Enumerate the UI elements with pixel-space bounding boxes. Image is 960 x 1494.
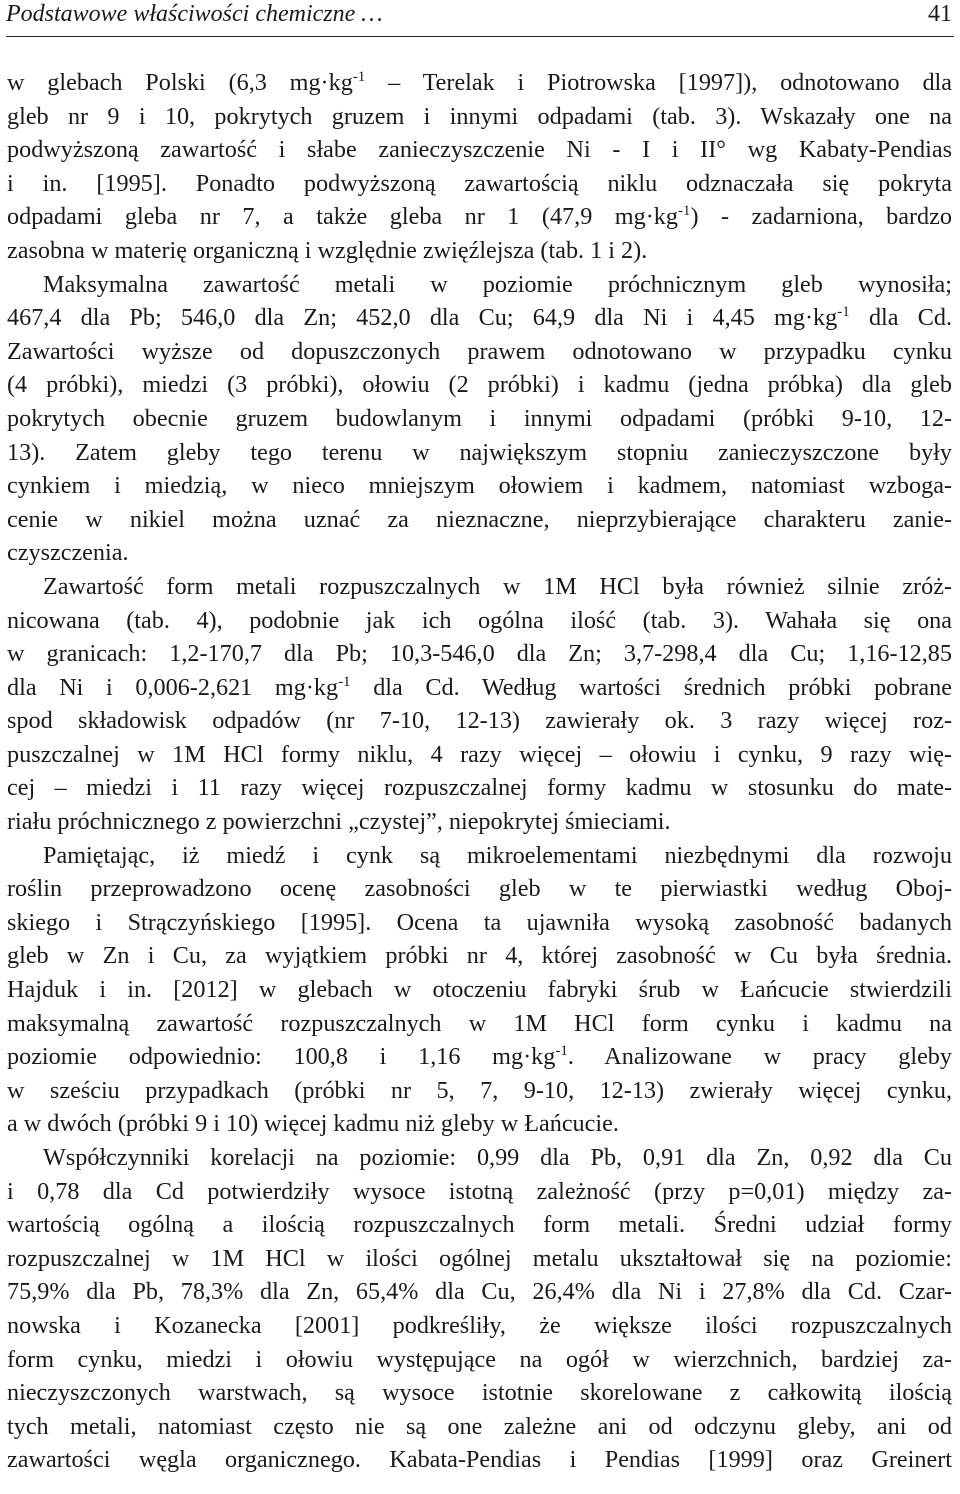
text-line [7, 1343, 952, 1377]
text-line [7, 1074, 952, 1108]
text-run: cej – miedzi i 11 razy więcej rozpuszczalnej formy kadmu w stosunku do mate- [7, 774, 952, 802]
text-line [7, 1107, 952, 1141]
text-run: w glebach Polski (6,3 mg·kg [7, 69, 353, 96]
text-line [7, 771, 952, 805]
text-line [7, 604, 952, 638]
text-line [7, 671, 952, 705]
text-line [7, 1242, 952, 1276]
text-line [7, 402, 952, 436]
text-run: tych metali, natomiast często nie są one zależne ani od odczynu gleby, ani od [7, 1412, 952, 1440]
text-run: gleb w Zn i Cu, za wyjątkiem próbki nr 4, której zasobność w Cu była średnia. [7, 942, 952, 970]
text-run: w sześciu przypadkach (próbki nr 5, 7, 9-10, 12-13) zwierały więcej cynku, [7, 1076, 952, 1104]
text-run: Maksymalna zawartość metali w poziomie próchnicznym gleb wynosiła; [43, 270, 952, 298]
text-line [7, 301, 952, 335]
text-line [7, 704, 952, 738]
text-run: i in. [1995]. Ponadto podwyższoną zawartością niklu odznaczała się pokryta [7, 169, 952, 197]
text-run: a w dwóch (próbki 9 i 10) więcej kadmu niż gleby w Łańcucie. [7, 1110, 619, 1138]
running-title: Podstawowe właściwości chemiczne … [6, 1, 383, 27]
text-run: Współczynniki korelacji na poziomie: 0,99 dla Pb, 0,91 dla Zn, 0,92 dla Cu [43, 1144, 952, 1171]
text-run: w granicach: 1,2-170,7 dla Pb; 10,3-546,0 dla Zn; 3,7-298,4 dla Cu; 1,16-12,85 [7, 640, 952, 668]
text-line [7, 1007, 952, 1041]
text-run: Zawartość form metali rozpuszczalnych w 1M HCl była również silnie zróż- [43, 572, 952, 600]
text-run: maksymalną zawartość rozpuszczalnych w 1M HCl form cynku i kadmu na [7, 1009, 952, 1037]
text-line [7, 268, 952, 302]
text-run: czyszczenia. [7, 539, 129, 567]
superscript: -1 [352, 69, 366, 85]
text-line [7, 436, 952, 470]
text-line [7, 1410, 952, 1444]
text-run: dla Ni i 0,006-2,621 mg·kg [7, 673, 339, 701]
text-line [7, 1175, 952, 1209]
text-run: spod składowisk odpadów (nr 7-10, 12-13) zawierały ok. 3 razy więcej roz- [7, 707, 952, 735]
text-run: pokrytych obecnie gruzem budowlanym i innymi odpadami (próbki 9-10, 12- [7, 404, 952, 432]
text-line [7, 939, 952, 973]
text-run: Zawartości wyższe od dopuszczonych prawem odnotowano w przypadku cynku [7, 337, 952, 365]
text-run: odpadami gleba nr 7, a także gleba nr 1 (47,9 mg·kg [7, 203, 678, 231]
text-run: podwyższoną zawartość i słabe zanieczyszczenie Ni - I i II° wg Kabaty-Pendias [7, 136, 952, 164]
text-line [7, 536, 952, 570]
text-line [7, 805, 952, 839]
running-header [6, 0, 954, 37]
text-line [7, 1141, 952, 1175]
superscript: -1 [677, 203, 691, 220]
text-run: Hajduk i in. [2012] w glebach w otoczeniu fabryki śrub w Łańcucie stwierdzili [7, 976, 952, 1004]
text-run: poziomie odpowiednio: 100,8 i 1,16 mg·kg [7, 1043, 556, 1071]
text-run: Pamiętając, iż miedź i cynk są mikroelementami niezbędnymi dla rozwoju [43, 841, 952, 869]
text-line [7, 1208, 952, 1242]
text-run: dla Cd. Według wartości średnich próbki pobrane [350, 673, 952, 701]
text-run: nowska i Kozanecka [2001] podkreśliły, że większe ilości rozpuszczalnych [7, 1311, 952, 1339]
text-line [7, 200, 952, 234]
text-run: nicowana (tab. 4), podobnie jak ich ogólna ilość (tab. 3). Wahała się ona [7, 606, 952, 634]
text-run: zawartości węgla organicznego. Kabata-Pendias i Pendias [1999] oraz Greinert [7, 1446, 952, 1474]
text-line [7, 234, 952, 268]
text-line [7, 133, 952, 167]
text-line [7, 906, 952, 940]
text-line [7, 973, 952, 1007]
text-run: skiego i Strączyńskiego [1995]. Ocena ta ujawniła wysoką zasobność badanych [7, 908, 952, 936]
text-line [7, 738, 952, 772]
text-line [7, 1443, 952, 1477]
text-line [7, 167, 952, 201]
text-line [7, 637, 952, 671]
text-line [7, 1040, 952, 1074]
text-run: zasobna w materię organiczną i względnie zwięźlejsza (tab. 1 i 2). [7, 236, 648, 264]
text-run: (4 próbki), miedzi (3 próbki), ołowiu (2 próbki) i kadmu (jedna próbka) dla gleb [7, 371, 952, 399]
text-run: gleb nr 9 i 10, pokrytych gruzem i innymi odpadami (tab. 3). Wskazały one na [7, 102, 952, 130]
text-run: 13). Zatem gleby tego terenu w największym stopniu zanieczyszczone były [7, 438, 952, 466]
text-line [7, 469, 952, 503]
text-run: i 0,78 dla Cd potwierdziły wysoce istotną zależność (przy p=0,01) między za- [7, 1177, 952, 1205]
text-line [7, 100, 952, 134]
superscript: -1 [338, 673, 351, 690]
text-run: ) - zadarniona, bardzo [690, 203, 952, 231]
page-number: 41 [928, 1, 952, 27]
text-line [7, 503, 952, 537]
text-line [7, 839, 952, 873]
text-run: dla Cd. [849, 304, 953, 332]
text-run: roślin przeprowadzono ocenę zasobności gleb w te pierwiastki według Oboj- [7, 875, 952, 903]
text-run: puszczalnej w 1M HCl formy niklu, 4 razy więcej – ołowiu i cynku, 9 razy wię- [7, 740, 952, 768]
text-run: nieczyszczonych warstwach, są wysoce istotnie skorelowane z całkowitą ilością [7, 1379, 952, 1407]
text-run: form cynku, miedzi i ołowiu występujące na ogół w wierzchnich, bardziej za- [7, 1345, 952, 1373]
text-run: cynkiem i miedzią, w nieco mniejszym ołowiem i kadmem, natomiast wzboga- [7, 472, 952, 500]
text-run: 75,9% dla Pb, 78,3% dla Zn, 65,4% dla Cu, 26,4% dla Ni i 27,8% dla Cd. Czar- [7, 1278, 952, 1306]
text-line [7, 1376, 952, 1410]
text-run: . Analizowane w pracy gleby [567, 1043, 952, 1071]
body-text [7, 66, 952, 1477]
text-line [7, 1275, 952, 1309]
text-run: riału próchnicznego z powierzchni „czystej”, niepokrytej śmieciami. [7, 808, 671, 836]
text-run: 467,4 dla Pb; 546,0 dla Zn; 452,0 dla Cu; 64,9 dla Ni i 4,45 mg·kg [7, 304, 838, 332]
text-run: cenie w nikiel można uznać za nieznaczne, nieprzybierające charakteru zanie- [7, 505, 952, 533]
text-line [7, 66, 952, 100]
text-run: – Terelak i Piotrowska [1997]), odnotowano dla [365, 69, 952, 96]
text-line [7, 872, 952, 906]
text-run: rozpuszczalnej w 1M HCl w ilości ogólnej metalu ukształtował się na poziomie: [7, 1244, 952, 1272]
text-run: wartością ogólną a ilością rozpuszczalnych form metali. Średni udział formy [7, 1211, 952, 1239]
superscript: -1 [555, 1043, 568, 1060]
superscript: -1 [837, 304, 850, 321]
text-line [7, 1309, 952, 1343]
text-line [7, 570, 952, 604]
text-line [7, 335, 952, 369]
text-line [7, 368, 952, 402]
